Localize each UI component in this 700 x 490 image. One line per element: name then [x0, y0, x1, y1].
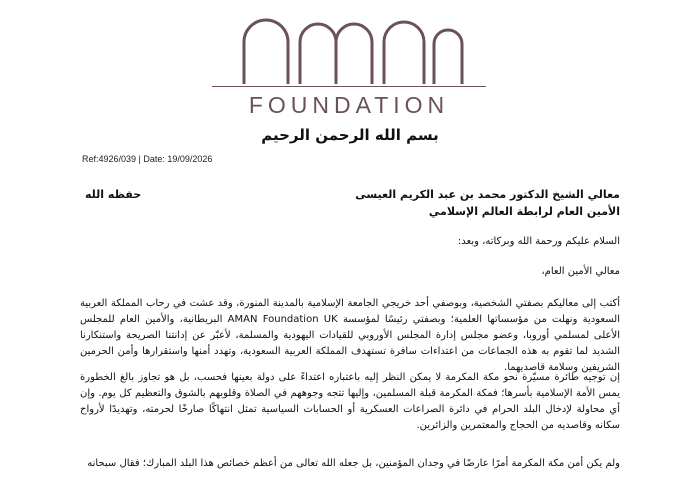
honorific: حفظه الله [85, 188, 142, 201]
logo-letter-m [300, 24, 372, 84]
recipient-title: الأمين العام لرابطة العالم الإسلامي [428, 205, 620, 218]
greeting: السلام عليكم ورحمة الله وبركاته، وبعد: [457, 236, 620, 247]
reference-date-line: Ref:4926/039 | Date: 19/09/2026 [82, 154, 213, 164]
logo-divider [212, 86, 486, 87]
bismillah: بسم الله الرحمن الرحيم [261, 126, 439, 144]
logo-letter-n [434, 30, 462, 84]
logo-subtitle: FOUNDATION [248, 92, 450, 118]
salutation: معالي الأمين العام، [541, 266, 620, 277]
recipient-name: معالي الشيخ الدكتور محمد بن عبد الكريم العيسى [355, 188, 620, 201]
aman-logo [240, 14, 465, 86]
paragraph-2: إن توجيه طائرة مسيّرة نحو مكة المكرمة لا يمكن النظر إليه باعتباره اعتداءً على دولة بعينها فحسب، بل هو تجاوز بالغ الخطورة يمس الأمة الإسلامية بأسرها؛ فمكة المكرمة قبلة المسلمين، وإليها تتجه وجوههم في الصلاة وقلوبهم بالشوق والتعظيم كل يوم. وإن أي محاولة لإدخال البلد الحرام في دائرة الصراعات العسكرية أو الحسابات السياسية تمثل انتهاكًا صارخًا لحرمته، وتهديدًا لأرواح سكانه وقاصديه من الحجاج والمعتمرين والزائرين. [80, 372, 620, 431]
paragraph-3: ولم يكن أمن مكة المكرمة أمرًا عارضًا في وجدان المؤمنين، بل جعله الله تعالى من أعظم خصائص هذا البلد المبارك؛ فقال سبحانه [87, 458, 620, 469]
logo-letter-a [244, 20, 288, 84]
logo-letter-a2 [384, 22, 424, 84]
paragraph-1: أكتب إلى معاليكم بصفتي الشخصية، وبوصفي أحد خريجي الجامعة الإسلامية بالمدينة المنورة، وقد عشت في رحاب المملكة العربية السعودية ونهلت من مؤسساتها العلمية؛ وبصفتي رئيسًا لمؤسسة AMAN Foundation UK البريطانية، والأمين العام للمجلس الأعلى لمسلمي أوروبا، وعضو مجلس إدارة المجلس الأوروبي للقيادات اليهودية والمسلمة، لأعبّر عن إدانتنا الصريحة واستنكارنا الشديد لما تقوم به هذه الجماعات من اعتداءات سافرة تستهدف المملكة العربية السعودية، وتهدد أمنها واستقرارها وأمن الحرمين الشريفين وسلامة قاصديهما. [80, 298, 620, 373]
